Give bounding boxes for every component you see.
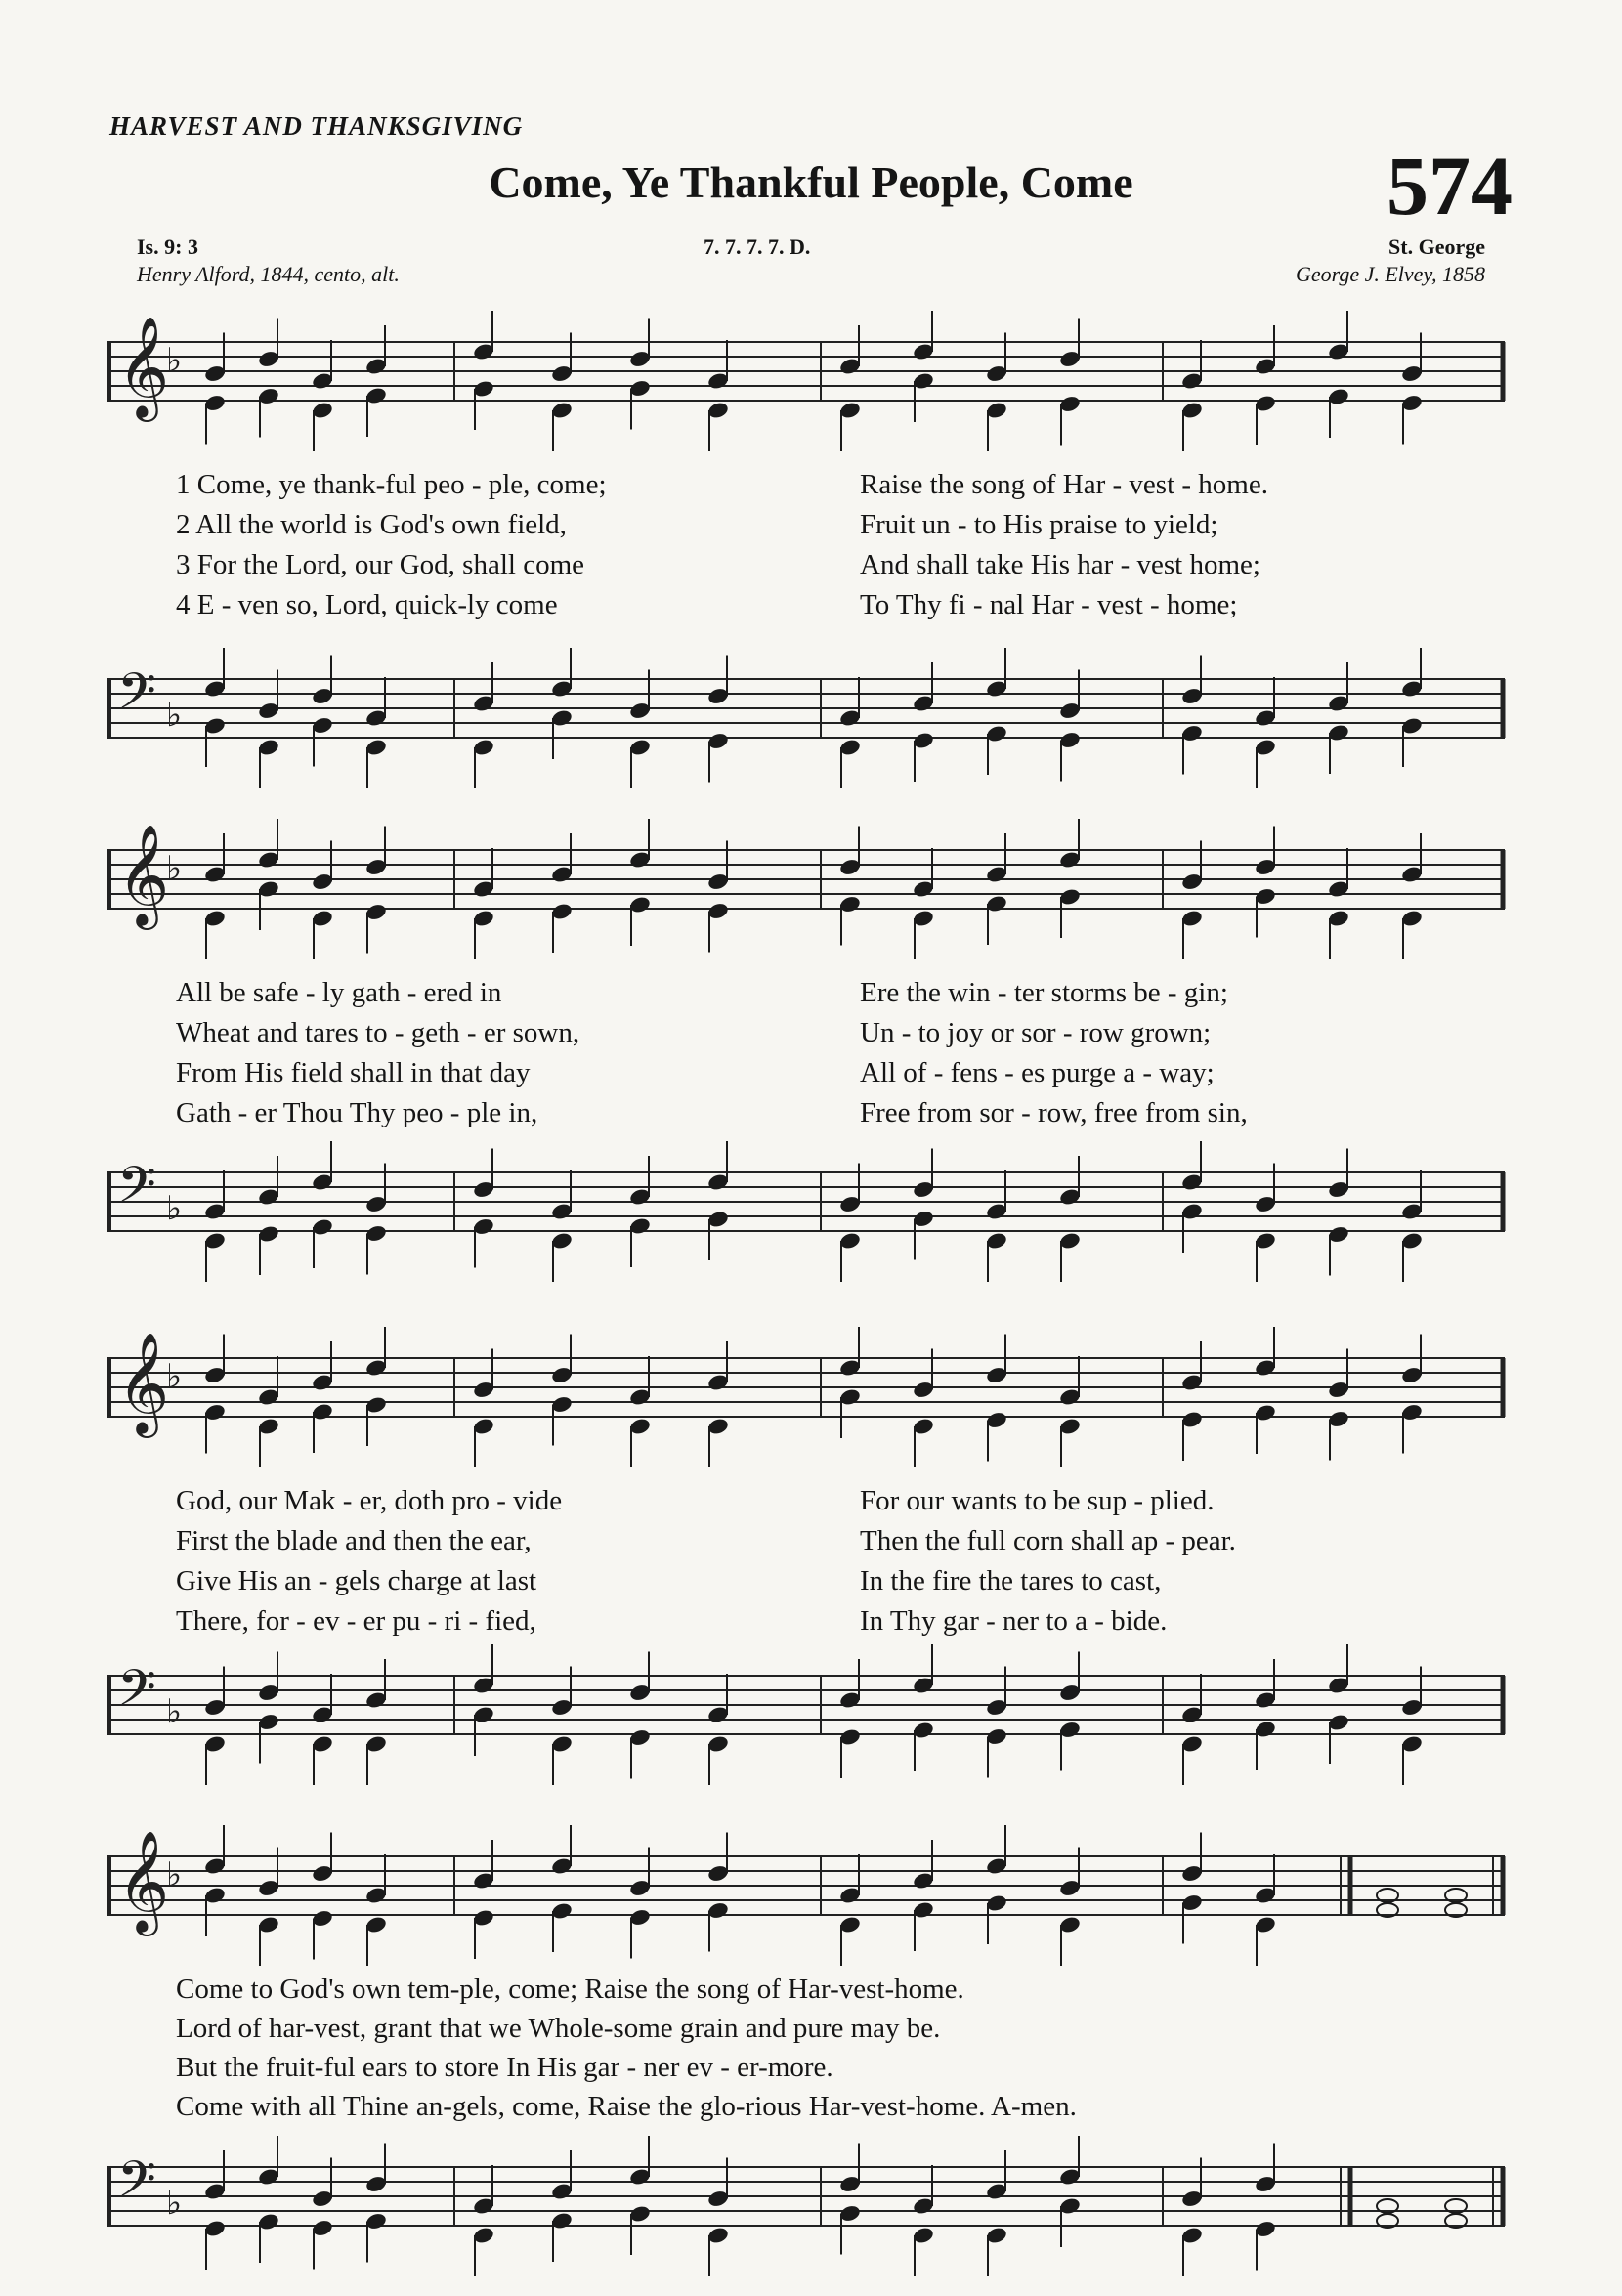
hymn-number: 574 <box>1387 139 1513 233</box>
verse-line: Come with all Thine an-gels, come, Raise the glo-rious Har-vest-home. A-men. <box>176 2091 1077 2122</box>
scripture-reference: Is. 9: 3 <box>137 234 198 259</box>
verse-line: But the fruit-ful ears to store In His gar - ner ev - er-more. <box>176 2052 833 2083</box>
svg-text:♭: ♭ <box>166 1357 183 1396</box>
author-credit: Henry Alford, 1844, cento, alt. <box>137 262 400 286</box>
svg-text:♭: ♭ <box>166 2184 183 2223</box>
svg-text:♭: ♭ <box>166 1189 183 1228</box>
verse-line: All be safe - ly gath - ered in Ere the win - ter storms be - gin; <box>176 977 1228 1008</box>
svg-text:𝄞: 𝄞 <box>117 1332 170 1434</box>
composer-credit: George J. Elvey, 1858 <box>1295 262 1485 286</box>
tune-name: St. George <box>1388 234 1485 259</box>
verse-line: First the blade and then the ear, Then the full corn shall ap - pear. <box>176 1525 1236 1556</box>
verse-line: 4 E - ven so, Lord, quick-ly come To Thy fi - nal Har - vest - home; <box>176 589 1238 620</box>
hymn-title: Come, Ye Thankful People, Come <box>489 157 1133 207</box>
svg-text:♭: ♭ <box>166 696 183 735</box>
meter: 7. 7. 7. 7. D. <box>704 234 811 259</box>
svg-text:𝄞: 𝄞 <box>117 316 170 418</box>
bass-staff <box>107 2138 1515 2255</box>
svg-text:𝄞: 𝄞 <box>117 824 170 926</box>
verse-line: Gath - er Thou Thy peo - ple in, Free from sor - row, free from sin, <box>176 1097 1248 1128</box>
verse-line: Wheat and tares to - geth - er sown, Un - to joy or sor - row grown; <box>176 1017 1212 1048</box>
svg-text:𝄢: 𝄢 <box>117 2149 156 2221</box>
section-label: HARVEST AND THANKSGIVING <box>109 111 524 141</box>
verse-line: God, our Mak - er, doth pro - vide For our wants to be sup - plied. <box>176 1485 1215 1516</box>
treble-staff <box>107 1827 1515 1944</box>
svg-text:𝄢: 𝄢 <box>117 661 156 733</box>
svg-text:𝄢: 𝄢 <box>117 1658 156 1729</box>
bass-staff <box>107 650 1515 767</box>
treble-staff <box>107 1329 1515 1446</box>
verse-line: Lord of har-vest, grant that we Whole-some grain and pure may be. <box>176 2013 941 2044</box>
verse-line: 3 For the Lord, our God, shall come And shall take His har - vest home; <box>176 549 1260 580</box>
verse-line: From His field shall in that day All of - fens - es purge a - way; <box>176 1057 1215 1088</box>
bass-staff <box>107 1143 1515 1260</box>
treble-staff <box>107 313 1515 430</box>
verse-line: 1 Come, ye thank-ful peo - ple, come; Raise the song of Har - vest - home. <box>176 469 1268 500</box>
verse-line: Come to God's own tem-ple, come; Raise the song of Har-vest-home. <box>176 1974 964 2005</box>
verse-line: Give His an - gels charge at last In the fire the tares to cast, <box>176 1565 1162 1596</box>
svg-text:♭: ♭ <box>166 849 183 888</box>
treble-staff <box>107 821 1515 938</box>
svg-text:♭: ♭ <box>166 341 183 380</box>
bass-staff <box>107 1646 1515 1764</box>
svg-text:♭: ♭ <box>166 1855 183 1894</box>
svg-text:𝄞: 𝄞 <box>117 1830 170 1933</box>
svg-text:♭: ♭ <box>166 1692 183 1731</box>
svg-text:𝄢: 𝄢 <box>117 1155 156 1226</box>
verse-line: There, for - ev - er pu - ri - fied, In Thy gar - ner to a - bide. <box>176 1605 1168 1637</box>
verse-line: 2 All the world is God's own field, Fruit un - to His praise to yield; <box>176 509 1218 540</box>
